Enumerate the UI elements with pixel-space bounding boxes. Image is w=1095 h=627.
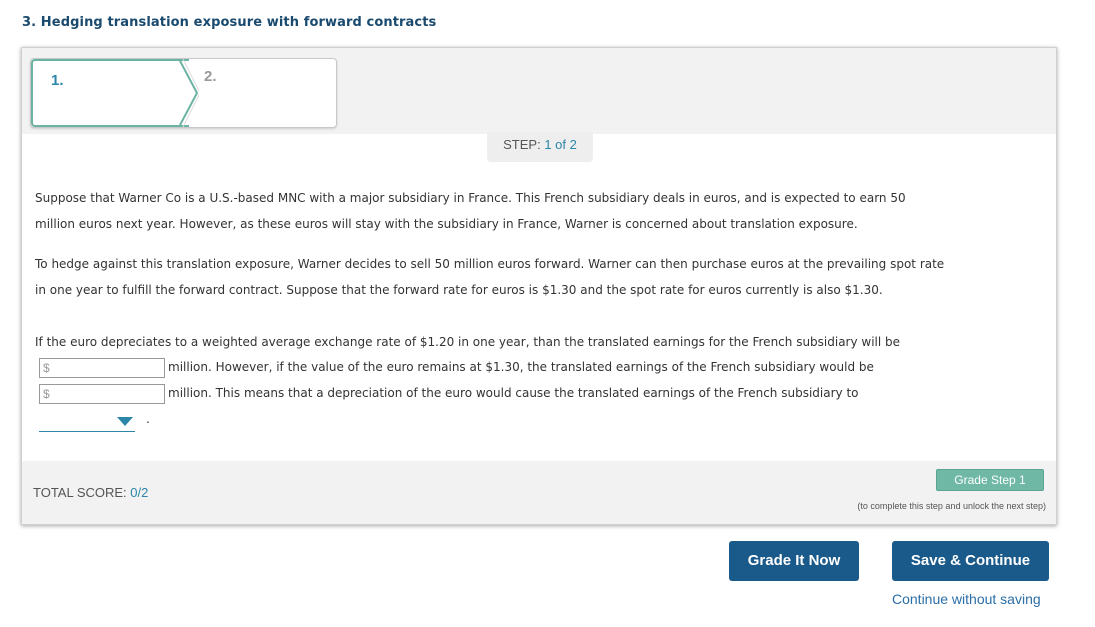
grade-step-note: (to complete this step and unlock the next step) [857, 501, 1046, 511]
paragraph-1-line-1: Suppose that Warner Co is a U.S.-based MNC with a major subsidiary in France. This French subsidiary deals in euros, and is expected to earn 50 [35, 191, 906, 205]
after-input-2-text: million. This means that a depreciation of the euro would cause the translated earnings of the French subsidiary to [168, 386, 859, 400]
grade-it-now-button[interactable]: Grade It Now [729, 541, 859, 581]
score-bar [22, 461, 1056, 524]
paragraph-2-line-1: To hedge against this translation exposure, Warner decides to sell 50 million euros forward. Warner can then purchase euros at the prevailing spot rate [35, 257, 945, 271]
earnings-depreciation-input[interactable] [39, 358, 165, 378]
stepper-bar [22, 48, 1056, 134]
after-input-1-text: million. However, if the value of the euro remains at $1.30, the translated earnings of the French subsidiary would be [168, 360, 874, 374]
step-navigator [30, 58, 337, 128]
dollar-prefix: $ [43, 361, 50, 375]
earnings-change-dropdown[interactable] [39, 411, 135, 432]
step-indicator-current: 1 of 2 [544, 137, 577, 152]
sentence-end-period: . [146, 412, 150, 426]
question-title: 3. Hedging translation exposure with forward contracts [22, 15, 437, 30]
step-indicator [487, 132, 593, 162]
step-arrow-divider [179, 59, 199, 127]
dollar-prefix: $ [43, 387, 50, 401]
step-tab-1[interactable] [31, 59, 189, 127]
continue-without-saving-link[interactable]: Continue without saving [892, 591, 1041, 607]
paragraph-2-line-2: in one year to fulfill the forward contract. Suppose that the forward rate for euros is $1.30 and the spot rate for euros currently is also $1.30. [35, 283, 883, 297]
paragraph-1-line-2: million euros next year. However, as these euros will stay with the subsidiary in France, Warner is concerned about translation exposure. [35, 217, 858, 231]
paragraph-3-line-1: If the euro depreciates to a weighted average exchange rate of $1.20 in one year, than the translated earnings for the French subsidiary will be [35, 335, 901, 349]
save-and-continue-button[interactable]: Save & Continue [892, 541, 1049, 581]
total-score [33, 485, 148, 500]
step-1-label: 1. [51, 72, 64, 89]
paragraph-2 [35, 251, 1045, 303]
step-2-label[interactable]: 2. [204, 68, 217, 85]
paragraph-3 [35, 329, 1045, 355]
earnings-stable-input[interactable] [39, 384, 165, 404]
paragraph-1 [35, 185, 1045, 237]
grade-step-button[interactable]: Grade Step 1 [936, 469, 1044, 491]
question-panel [21, 47, 1057, 525]
total-score-value: 0/2 [130, 485, 149, 500]
total-score-label: TOTAL SCORE: [33, 485, 127, 500]
chevron-down-icon [117, 417, 133, 426]
step-indicator-prefix: STEP: [503, 137, 541, 152]
